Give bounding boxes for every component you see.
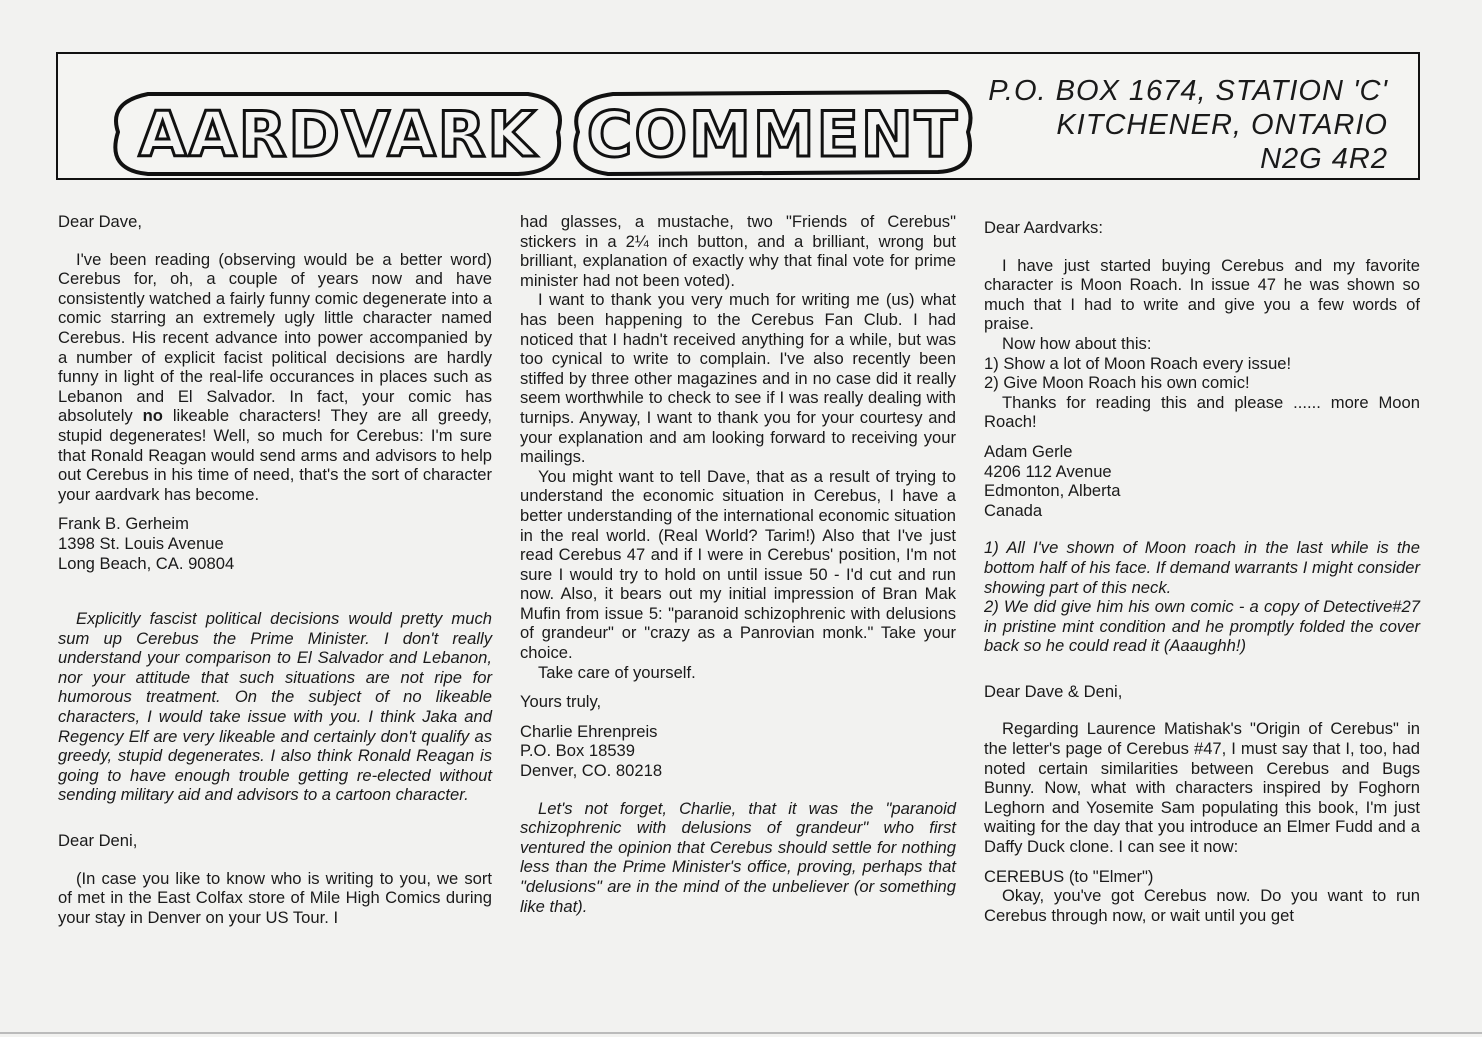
closing: Yours truly,	[520, 692, 602, 712]
editor-reply: 1) All I've shown of Moon roach in the last while is the bottom half of his face. If demand warrants I might consider showing part of this neck.	[984, 538, 1420, 597]
salutation: Dear Aardvarks:	[984, 218, 1103, 237]
column-3	[984, 212, 1420, 925]
letter-body: You might want to tell Dave, that as a result of trying to understand the economic situation in Cerebus, I have a better understanding of the international economic situation in the real world. (Real World? Tarim!) Also that I've just read Cerebus 47 and if I were in Cerebus' position, I'm not sure I would try to hold on until issue 50 - I'd cut and run now. Also, it bears out my initial impression of Bran Mak Mufin from issue 5: "paranoid schizophrenic with delusions of grandeur" or "crazy as a Panrovian monk." Take your choice.	[520, 466, 956, 663]
column-1	[58, 212, 492, 927]
letter-body: I want to thank you very much for writing me (us) what has been happening to the Cerebus Fan Club. I had noticed that I hadn't received anything for a while, but was too cynical to write to complain. I've also recently been stiffed by three other magazines and in no case did it really seem worthwhile to check to see if I was really dealing with turnips. Anyway, I want to thank you for your courtesy and your explanation and am looking forward to receiving your mailings.	[520, 290, 956, 467]
letter-body: Regarding Laurence Matishak's "Origin of Cerebus" in the letter's page of Cerebus #47, I must say that I, too, had noted certain similarities between Cerebus and Bugs Bunny. Now, what with characters inspired by Foghorn Leghorn and Yosemite Sam populating this book, I'm just waiting for the day that you introduce an Elmer Fudd and a Daffy Duck clone. I can see it now:	[984, 719, 1420, 857]
signature-country: Canada	[984, 500, 1043, 520]
bottom-edge	[0, 1032, 1482, 1034]
column-2	[520, 212, 956, 916]
salutation: Dear Dave & Deni,	[984, 681, 1123, 701]
signature-name: Adam Gerle	[984, 441, 1073, 461]
editor-reply: Let's not forget, Charlie, that it was the "paranoid schizophrenic with delusions of grandeur" who first ventured the opinion that Cerebus should settle for nothing less than the Prime Minister's office, proving, perhaps that "delusions" are in the mind of the unbeliever (or something like that).	[520, 798, 956, 916]
signature-name: Charlie Ehrenpreis	[520, 721, 658, 741]
letter-body: Now how about this:	[1002, 333, 1152, 353]
signature-street: 4206 112 Avenue	[984, 461, 1112, 481]
signature-name: Frank B. Gerheim	[58, 514, 189, 534]
list-item: 1) Show a lot of Moon Roach every issue!	[984, 353, 1292, 373]
salutation: Dear Dave,	[58, 212, 142, 231]
address-line: KITCHENER, ONTARIO	[1056, 109, 1388, 141]
letter-text: likeable characters! They are all greedy, stupid degenerates! Well, so much for Cerebus: I'm sure that Ronald Reagan would send arms and advisors to help out Cerebus in his time of need, that's the sort of character your aardvark has become.	[58, 406, 492, 504]
editor-reply: Explicitly fascist political decisions would pretty much sum up Cerebus the Prime Minister. I don't really understand your comparison to El Salvador and Lebanon, nor your attitude that such situations are not ripe for humorous treatment. On the subject of no likeable characters, I would take issue with you. I think Jaka and Regency Elf are very likeable and certainly don't qualify as greedy, stupid degenerates. I also think Ronald Reagan is going to have enough trouble getting re-elected without sending military aid and advisors to a cartoon character.	[58, 609, 492, 805]
editor-reply: 2) We did give him his own comic - a copy of Detective#27 in pristine mint condition and he promptly folded the cover back so he could read it (Aaaughh!)	[984, 597, 1420, 656]
script-heading: CEREBUS (to "Elmer")	[984, 866, 1154, 886]
letter-body: (In case you like to know who is writing to you, we sort of met in the East Colfax store of Mile High Comics during your stay in Denver on your US Tour. I	[58, 868, 492, 927]
bold-text: no	[142, 406, 163, 426]
address-line: P.O. BOX 1674, STATION 'C'	[988, 75, 1388, 107]
letter-body: Thanks for reading this and please ...... more Moon Roach!	[984, 392, 1420, 432]
list-item: 2) Give Moon Roach his own comic!	[984, 373, 1250, 393]
letter-body: Take care of yourself.	[538, 662, 696, 682]
letter-body: I have just started buying Cerebus and my favorite character is Moon Roach. In issue 47 he was shown so much that I had to write and give you a few words of praise.	[984, 255, 1420, 334]
script-line: Okay, you've got Cerebus now. Do you want to run Cerebus through now, or wait until you get	[984, 886, 1420, 925]
signature-city: Long Beach, CA. 90804	[58, 553, 235, 573]
signature-box: P.O. Box 18539	[520, 741, 636, 761]
svg-text:COMMENT: COMMENT	[586, 98, 960, 171]
mailing-address	[988, 74, 1388, 176]
masthead	[56, 52, 1420, 180]
signature-street: 1398 St. Louis Avenue	[58, 533, 224, 553]
letter-text: I've been reading (observing would be a better word) Cerebus for, oh, a couple of years now and have consistently watched a fairly funny comic degenerate into a comic starring an extremely ugly little character named Cerebus. His recent advance into power accompanied by a number of explicit facist political decisions are hardly funny in light of the real-life occurances in places such as Lebanon and El Salvador. In fact, your comic has absolutely	[58, 249, 492, 426]
signature-city: Edmonton, Alberta	[984, 481, 1121, 501]
address-line: N2G 4R2	[1260, 143, 1388, 175]
svg-text:AARDVARK: AARDVARK	[138, 98, 538, 171]
salutation: Dear Deni,	[58, 831, 138, 851]
letter-body: had glasses, a mustache, two "Friends of Cerebus" stickers in a 2¼ inch button, and a brilliant, wrong but brilliant, explanation of exactly why that final vote for prime minister had not been voted).	[520, 212, 956, 290]
signature-city: Denver, CO. 80218	[520, 761, 663, 781]
aardvark-comment-logo	[88, 72, 988, 184]
letter-body	[58, 250, 492, 505]
